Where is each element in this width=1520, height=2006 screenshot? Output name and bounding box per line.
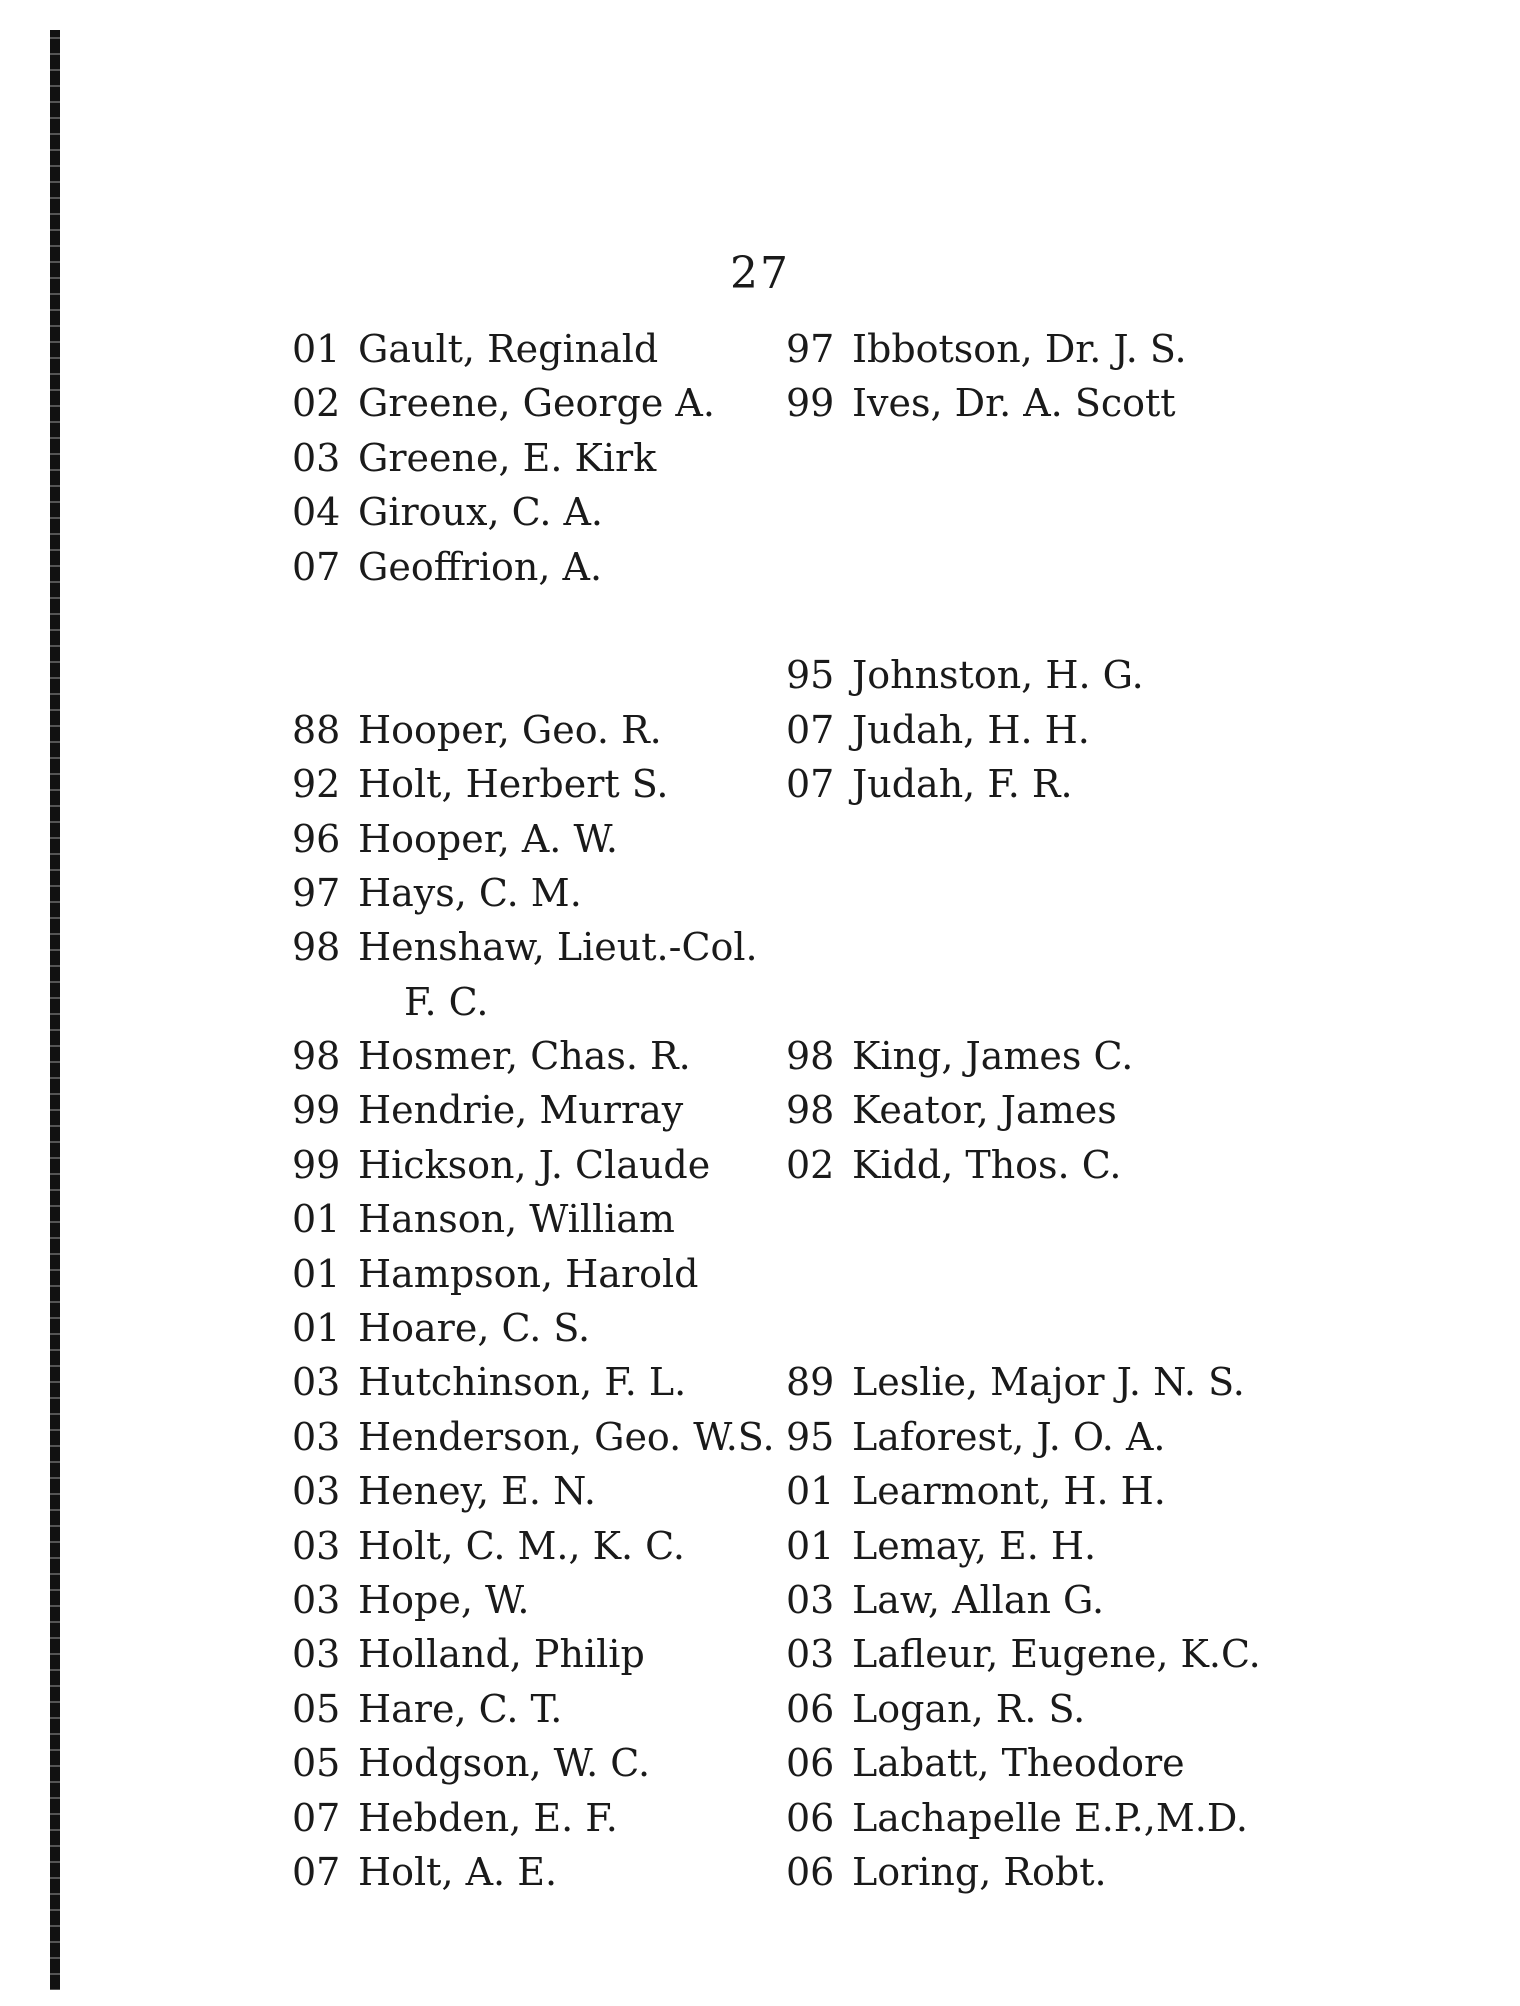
list-item xyxy=(786,322,1386,376)
entry-year: 03 xyxy=(292,1414,341,1459)
left-column xyxy=(292,322,812,1899)
entry-year xyxy=(786,594,844,648)
list-item xyxy=(786,1682,1386,1736)
entry-year: 05 xyxy=(292,1741,341,1786)
entry-name: Hebden, E. F. xyxy=(358,1795,618,1840)
entry-name: Lemay, E. H. xyxy=(852,1523,1097,1568)
entry-year: 06 xyxy=(786,1795,835,1840)
entry-name: Greene, E. Kirk xyxy=(358,435,657,480)
entry-year xyxy=(786,920,844,974)
list-item xyxy=(292,812,812,866)
entry-year: 03 xyxy=(292,1577,341,1622)
list-item xyxy=(786,485,1386,539)
list-item xyxy=(786,920,1386,974)
list-item xyxy=(786,1029,1386,1083)
list-item xyxy=(292,1682,812,1736)
entry-name: Kidd, Thos. C. xyxy=(852,1142,1122,1187)
entry-year: 92 xyxy=(292,762,341,807)
entry-year: 07 xyxy=(292,1795,341,1840)
entry-name: Hosmer, Chas. R. xyxy=(358,1034,691,1079)
entry-name xyxy=(844,920,852,974)
entry-name xyxy=(844,812,852,866)
entry-name: Hutchinson, F. L. xyxy=(358,1360,687,1405)
entry-year xyxy=(786,812,844,866)
entry-year: 88 xyxy=(292,707,341,752)
list-item xyxy=(786,431,1386,485)
entry-name: Labatt, Theodore xyxy=(852,1741,1185,1786)
entry-year: 97 xyxy=(786,327,835,371)
entry-name: Holt, C. M., K. C. xyxy=(358,1523,685,1568)
entry-year: 98 xyxy=(786,1034,835,1079)
entry-year xyxy=(786,1301,844,1355)
entry-year: 99 xyxy=(292,1142,341,1187)
list-item xyxy=(786,1192,1386,1246)
entry-year: 98 xyxy=(786,1088,835,1133)
entry-name: Heney, E. N. xyxy=(358,1469,596,1514)
list-item xyxy=(292,1138,812,1192)
entry-name: Gault, Reginald xyxy=(358,327,659,371)
entry-year: 01 xyxy=(292,327,341,371)
entry-name: Holland, Philip xyxy=(358,1632,645,1677)
entry-name xyxy=(844,540,852,594)
entry-year: 95 xyxy=(786,1414,835,1459)
list-item xyxy=(786,866,1386,920)
list-item xyxy=(292,920,812,974)
entry-name xyxy=(844,431,852,485)
list-item xyxy=(292,703,812,757)
entry-name: Hanson, William xyxy=(358,1197,675,1242)
list-item xyxy=(786,1138,1386,1192)
entry-year: 02 xyxy=(786,1142,835,1187)
entry-name: Hooper, Geo. R. xyxy=(358,707,662,752)
entry-name: Hampson, Harold xyxy=(358,1251,699,1296)
entry-name: Learmont, H. H. xyxy=(852,1469,1166,1514)
entry-name: Hooper, A. W. xyxy=(358,816,618,861)
entry-year xyxy=(786,975,844,1029)
entry-year xyxy=(786,1192,844,1246)
list-item xyxy=(786,1355,1386,1409)
entry-year: 01 xyxy=(292,1197,341,1242)
list-item xyxy=(786,703,1386,757)
list-item xyxy=(292,757,812,811)
entry-year: 01 xyxy=(292,1306,341,1351)
list-item xyxy=(292,1083,812,1137)
entry-name xyxy=(844,1247,852,1301)
entry-name xyxy=(844,975,852,1029)
entry-year: 89 xyxy=(786,1360,835,1405)
list-item xyxy=(786,1573,1386,1627)
entry-year: 98 xyxy=(292,925,341,970)
entry-year xyxy=(292,648,350,702)
entry-name: Holt, Herbert S. xyxy=(358,762,669,807)
entry-year: 96 xyxy=(292,816,341,861)
list-item xyxy=(786,1301,1386,1355)
list-item xyxy=(786,1627,1386,1681)
list-item xyxy=(292,1791,812,1845)
entry-year xyxy=(292,594,350,648)
entry-year: 03 xyxy=(786,1577,835,1622)
entry-year: 07 xyxy=(292,1849,341,1894)
list-item xyxy=(786,1247,1386,1301)
entry-year: 07 xyxy=(786,762,835,807)
entry-year: 97 xyxy=(292,870,341,915)
list-item xyxy=(786,1083,1386,1137)
entry-year: 04 xyxy=(292,490,341,535)
entry-name xyxy=(844,485,852,539)
entry-name xyxy=(844,594,852,648)
list-item xyxy=(786,757,1386,811)
entry-name xyxy=(844,1301,852,1355)
page-binding-edge xyxy=(50,30,60,1990)
entry-name: F. C. xyxy=(404,979,489,1024)
list-item xyxy=(786,376,1386,430)
entry-name: Holt, A. E. xyxy=(358,1849,558,1894)
entry-year: 98 xyxy=(292,1034,341,1079)
entry-year xyxy=(786,485,844,539)
entry-name: Greene, George A. xyxy=(358,381,715,426)
entry-name: Logan, R. S. xyxy=(852,1686,1086,1731)
list-item xyxy=(292,866,812,920)
entry-year: 03 xyxy=(292,1523,341,1568)
entry-name: Hope, W. xyxy=(358,1577,530,1622)
entry-name: Judah, H. H. xyxy=(852,707,1090,752)
list-item xyxy=(292,1519,812,1573)
entry-year: 07 xyxy=(292,544,341,589)
list-item xyxy=(786,1519,1386,1573)
entry-year: 99 xyxy=(786,381,835,426)
entry-name: Johnston, H. G. xyxy=(852,653,1144,698)
entry-name: King, James C. xyxy=(852,1034,1134,1079)
entry-name xyxy=(844,1192,852,1246)
list-item xyxy=(292,1845,812,1899)
entry-year: 03 xyxy=(292,1360,341,1405)
list-item xyxy=(786,540,1386,594)
list-item xyxy=(786,1736,1386,1790)
entry-year xyxy=(786,431,844,485)
entry-year: 06 xyxy=(786,1741,835,1786)
entry-year: 01 xyxy=(292,1251,341,1296)
entry-name: Ibbotson, Dr. J. S. xyxy=(852,327,1187,371)
entry-year xyxy=(786,866,844,920)
entry-name: Hoare, C. S. xyxy=(358,1306,591,1351)
list-item xyxy=(786,1791,1386,1845)
list-item xyxy=(292,485,812,539)
entry-year: 01 xyxy=(786,1523,835,1568)
entry-name xyxy=(350,648,358,702)
list-item xyxy=(292,1627,812,1681)
list-item xyxy=(292,431,812,485)
page-number: 27 xyxy=(730,248,790,299)
entry-year: 02 xyxy=(292,381,341,426)
entry-name xyxy=(350,594,358,648)
list-item xyxy=(292,1192,812,1246)
list-item xyxy=(292,594,812,648)
entry-year xyxy=(786,1247,844,1301)
list-item xyxy=(292,648,812,702)
entry-name: Leslie, Major J. N. S. xyxy=(852,1360,1245,1405)
entry-name: Henshaw, Lieut.-Col. xyxy=(358,925,758,970)
entry-name: Judah, F. R. xyxy=(852,762,1073,807)
entry-name: Keator, James xyxy=(852,1088,1117,1133)
entry-year: 06 xyxy=(786,1849,835,1894)
entry-year: 03 xyxy=(786,1632,835,1677)
list-item xyxy=(292,1029,812,1083)
entry-year: 03 xyxy=(292,1469,341,1514)
list-item xyxy=(292,376,812,430)
entry-name xyxy=(844,866,852,920)
entry-name: Hickson, J. Claude xyxy=(358,1142,711,1187)
list-item xyxy=(786,594,1386,648)
entry-name: Laforest, J. O. A. xyxy=(852,1414,1166,1459)
right-column xyxy=(786,322,1386,1899)
list-item xyxy=(292,1301,812,1355)
entry-year: 95 xyxy=(786,653,835,698)
entry-name: Hays, C. M. xyxy=(358,870,582,915)
entry-name: Henderson, Geo. W.S. xyxy=(358,1414,775,1459)
list-item xyxy=(786,812,1386,866)
list-item xyxy=(786,1845,1386,1899)
entry-year xyxy=(786,540,844,594)
list-item xyxy=(786,1464,1386,1518)
entry-year: 01 xyxy=(786,1469,835,1514)
list-item xyxy=(786,975,1386,1029)
list-item xyxy=(786,1410,1386,1464)
list-item xyxy=(786,648,1386,702)
entry-name: Ives, Dr. A. Scott xyxy=(852,381,1176,426)
entry-year: 05 xyxy=(292,1686,341,1731)
entry-year: 99 xyxy=(292,1088,341,1133)
entry-name: Law, Allan G. xyxy=(852,1577,1105,1622)
entry-year: 07 xyxy=(786,707,835,752)
entry-name: Lachapelle E.P.,M.D. xyxy=(852,1795,1249,1840)
entry-name: Hendrie, Murray xyxy=(358,1088,684,1133)
entry-year: 06 xyxy=(786,1686,835,1731)
list-item xyxy=(292,1736,812,1790)
list-item xyxy=(292,540,812,594)
list-item xyxy=(292,1247,812,1301)
list-item xyxy=(292,1355,812,1409)
entry-year: 03 xyxy=(292,1632,341,1677)
list-item xyxy=(292,1410,812,1464)
list-item xyxy=(292,975,812,1029)
entry-year: 03 xyxy=(292,435,341,480)
entry-name: Hare, C. T. xyxy=(358,1686,563,1731)
entry-name: Geoffrion, A. xyxy=(358,544,603,589)
list-item xyxy=(292,1573,812,1627)
list-item xyxy=(292,322,812,376)
entry-name: Hodgson, W. C. xyxy=(358,1741,651,1786)
entry-name: Loring, Robt. xyxy=(852,1849,1107,1894)
entry-name: Giroux, C. A. xyxy=(358,490,604,535)
entry-name: Lafleur, Eugene, K.C. xyxy=(852,1632,1261,1677)
list-item xyxy=(292,1464,812,1518)
